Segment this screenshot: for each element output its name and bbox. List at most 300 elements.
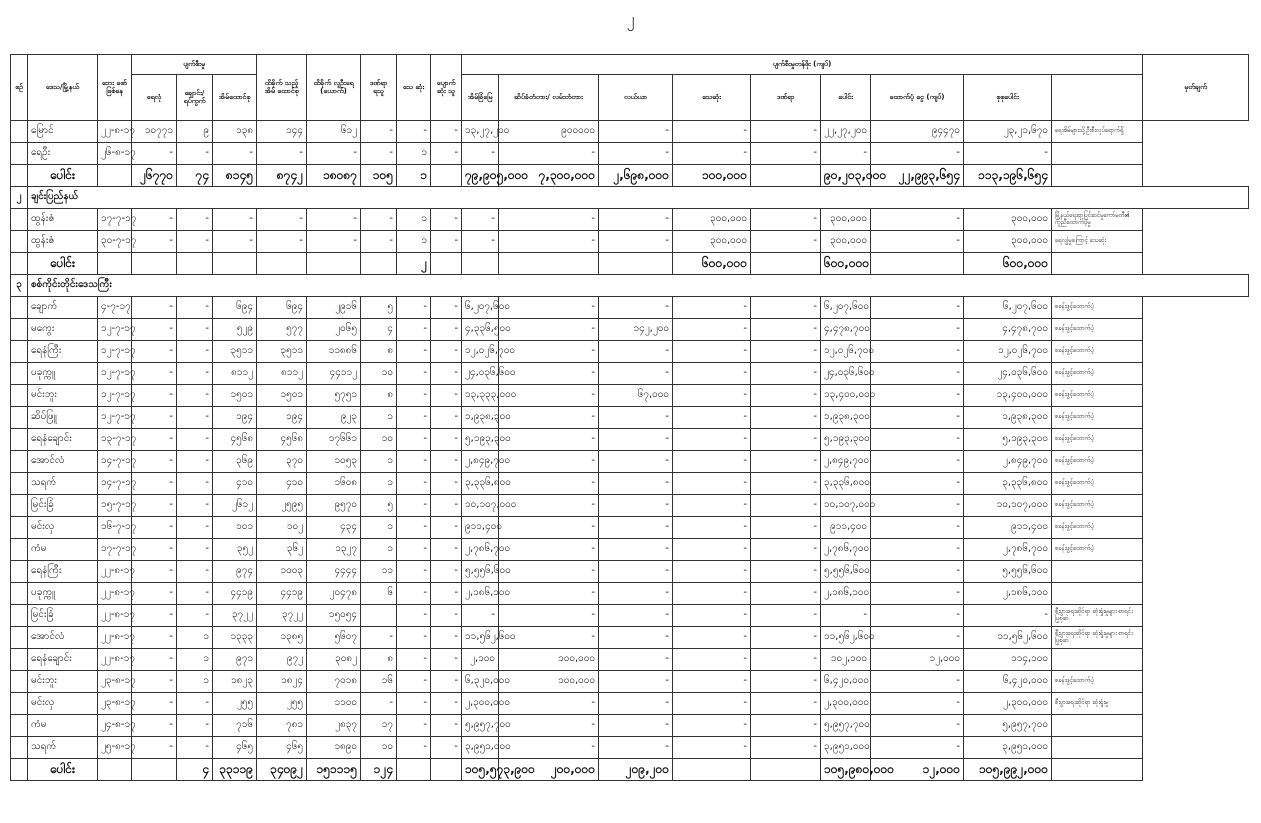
cell-dmg: ၁၀	[361, 737, 397, 759]
cell-date	[98, 253, 132, 275]
cell-dead: -	[397, 539, 431, 561]
cell-ppl: ၁၀၅၃	[307, 451, 361, 473]
cell-dmg: -	[361, 627, 397, 649]
cell-miss: -	[431, 649, 462, 671]
cell-c4: -	[673, 319, 751, 341]
cell-c5: -	[751, 297, 821, 319]
cell-c6: ၅,၉၅၇,၇၀၀	[821, 715, 871, 737]
cell-c3: ၁၄၂,၂၀၀	[599, 319, 673, 341]
cell-c4: -	[673, 539, 751, 561]
cell-rem	[1052, 649, 1143, 671]
table-row	[11, 121, 1249, 143]
cell-dead: -	[397, 363, 431, 385]
cell-c5: -	[751, 649, 821, 671]
cell-c4	[673, 759, 751, 781]
cell-date: ၂၄-၈-၁၇	[98, 715, 132, 737]
cell-ppl: -	[307, 231, 361, 253]
cell-dead: -	[397, 429, 431, 451]
cell-c3: -	[599, 451, 673, 473]
cell-c7: -	[871, 517, 964, 539]
cell-rem: ရေအိမ်များသို့ဦးစီးလုပ်ရောက်ရှိ	[1052, 121, 1143, 143]
cell-c6: ၃,၃၃၆,၈၀၀	[821, 473, 871, 495]
cell-dmg: ၁၆	[361, 671, 397, 693]
table-row	[11, 297, 1249, 319]
cell-c3: -	[599, 737, 673, 759]
cell-rem: ရေလျှံမှုကြောင့် သေဆုံး	[1052, 231, 1143, 253]
cell-c2: -	[499, 143, 599, 165]
table-row	[11, 385, 1249, 407]
cell-c4: -	[673, 583, 751, 605]
cell-miss: -	[431, 341, 462, 363]
cell-c7	[871, 253, 964, 275]
cell-c7: -	[871, 451, 964, 473]
cell-place: ပေါင်း	[28, 759, 98, 781]
cell-c1: ၂,၁၀၀	[462, 649, 499, 671]
cell-c8: ၂,၃၀၀,၀၀၀	[964, 693, 1052, 715]
cell-date: ၁၆-၇-၁၇	[98, 517, 132, 539]
cell-c4: ၃၀၀,၀၀၀	[673, 231, 751, 253]
header-people-affected: ထိခိုက် လူဦးရေ (ယောက်)	[307, 55, 361, 121]
cell-no	[11, 649, 28, 671]
cell-aff: ၄၄၁၉	[257, 583, 307, 605]
cell-a: -	[132, 517, 177, 539]
cell-c1: ၇၉,၉၀၅,၀၀၀	[462, 165, 499, 187]
cell-c2: -	[499, 561, 599, 583]
cell-miss: -	[431, 473, 462, 495]
table-row	[11, 517, 1249, 539]
cell-place: မြင်းခြံ	[28, 605, 98, 627]
cell-miss	[431, 165, 462, 187]
cell-c7: -	[871, 319, 964, 341]
cell-c1: ၁၀,၁၀၇,၀၀၀	[462, 495, 499, 517]
cell-place: အောင်လံ	[28, 627, 98, 649]
cell-hh: ၃၅၁၁	[213, 341, 257, 363]
cell-c6: ၁၀၅,၉၈၀,၀၀၀	[821, 759, 871, 781]
cell-dead: -	[397, 517, 431, 539]
cell-c7: -	[871, 363, 964, 385]
cell-b: ၁	[177, 671, 213, 693]
cell-c8: ၆,၄၂၀,၀၀၀	[964, 671, 1052, 693]
cell-c5: -	[751, 715, 821, 737]
cell-c7: -	[871, 297, 964, 319]
cell-a	[132, 759, 177, 781]
cell-c2: -	[499, 385, 599, 407]
cell-c6: ၄,၄၇၈,၇၀၀	[821, 319, 871, 341]
cell-dmg: ၅	[361, 495, 397, 517]
cell-c6: ၁၃,၄၀၀,၀၀၀	[821, 385, 871, 407]
cell-c5: -	[751, 473, 821, 495]
cell-c2: ၇,၃၀၀,၀၀၀	[499, 165, 599, 187]
cell-c6: ၉၀,၂၀၃,၀၀၀	[821, 165, 871, 187]
cell-aff: ၆၉၄	[257, 297, 307, 319]
cell-c5: -	[751, 539, 821, 561]
section-row	[11, 187, 1249, 209]
table-row	[11, 429, 1249, 451]
cell-c2: -	[499, 451, 599, 473]
cell-dmg: ၁	[361, 407, 397, 429]
cell-ppl: ၂၀၆၅	[307, 319, 361, 341]
cell-dmg: ၁	[361, 473, 397, 495]
cell-place: ထွန်းဇံ	[28, 231, 98, 253]
cell-c5: -	[751, 495, 821, 517]
cell-c7: -	[871, 341, 964, 363]
cell-c5	[751, 165, 821, 187]
cell-place: ရေနံချောင်း	[28, 649, 98, 671]
cell-ppl: ၂၈၃၇	[307, 715, 361, 737]
cell-place: မြောင်	[28, 121, 98, 143]
section-row	[11, 275, 1249, 297]
cell-ppl: -	[307, 209, 361, 231]
cell-c6: ၆၀၀,၀၀၀	[821, 253, 871, 275]
cell-rem: စီးပွားရေးဆိုင်ရာ ဆုံးရှုံးမှု	[1052, 693, 1143, 715]
cell-c4: -	[673, 627, 751, 649]
cell-c4: -	[673, 561, 751, 583]
cell-rem	[1052, 759, 1143, 781]
cell-c4: -	[673, 671, 751, 693]
cell-place: အောင်လံ	[28, 451, 98, 473]
cell-c5: -	[751, 737, 821, 759]
cell-aff: ၅၇၇	[257, 319, 307, 341]
header-cost-7: ထောက်ပံ့ ငွေ (ကျပ်)	[871, 75, 964, 121]
cell-date: ၁၂-၇-၁၇	[98, 363, 132, 385]
cell-no	[11, 121, 28, 143]
cell-c8: ၁,၉၃၈,၃၀၀	[964, 407, 1052, 429]
cell-c1: ၅,၉၅၇,၇၀၀	[462, 715, 499, 737]
table-row	[11, 363, 1249, 385]
table-row	[11, 319, 1249, 341]
cell-no	[11, 165, 28, 187]
cell-date: ၂၃-၈-၁၇	[98, 671, 132, 693]
cell-aff: ၄၆၅	[257, 737, 307, 759]
table-row	[11, 495, 1249, 517]
cell-dmg	[361, 253, 397, 275]
cell-b: ၄	[177, 759, 213, 781]
cell-miss: -	[431, 297, 462, 319]
cell-c8: ၂၄,၀၃၆,၆၀၀	[964, 363, 1052, 385]
cell-no	[11, 583, 28, 605]
cell-c5: -	[751, 693, 821, 715]
cell-c1: ၃,၉၅၁,၀၀၀	[462, 737, 499, 759]
cell-ppl: -	[307, 143, 361, 165]
cell-rem: စခန်းဖွင့်ထောက်ပံ့	[1052, 385, 1143, 407]
header-total-houses: ရေလုံ	[132, 75, 177, 121]
cell-c4: -	[673, 363, 751, 385]
cell-a: -	[132, 209, 177, 231]
cell-ppl: ၉၅၇၀	[307, 495, 361, 517]
cell-c2	[499, 253, 599, 275]
cell-c6: ၃၀၀,၀၀၀	[821, 209, 871, 231]
cell-hh: ၁၅၀၁	[213, 385, 257, 407]
cell-aff: ၃၆၂	[257, 539, 307, 561]
cell-miss: -	[431, 231, 462, 253]
cell-c2: -	[499, 583, 599, 605]
cell-c6: ၁,၉၃၈,၃၀၀	[821, 407, 871, 429]
cell-miss	[431, 759, 462, 781]
cell-c6: ၆,၂၀၇,၆၀၀	[821, 297, 871, 319]
cell-date: ၁၇-၇-၁၇	[98, 539, 132, 561]
cell-no	[11, 605, 28, 627]
cell-c2: -	[499, 495, 599, 517]
cell-c5: -	[751, 341, 821, 363]
page-number: ၂	[626, 9, 635, 28]
cell-c2: -	[499, 429, 599, 451]
cell-dmg: ၁၇	[361, 715, 397, 737]
header-sub-a: ချောင်း/ ရပ်ကွက်	[177, 75, 213, 121]
cell-ppl: ၁၆၀၈	[307, 473, 361, 495]
cell-a: ၁၀၇၇၁	[132, 121, 177, 143]
cell-c1: ၂,၁၈၆,၁၀၀	[462, 583, 499, 605]
cell-c1: ၃,၃၃၆,၈၀၀	[462, 473, 499, 495]
cell-c7: -	[871, 143, 964, 165]
cell-ppl: ၁၅၀၅၄	[307, 605, 361, 627]
cell-c6: ၅,၅၅၆,၆၀၀	[821, 561, 871, 583]
table-row	[11, 605, 1249, 627]
cell-dead: ၂	[397, 253, 431, 275]
cell-no	[11, 209, 28, 231]
cell-b: -	[177, 231, 213, 253]
cell-c7: -	[871, 715, 964, 737]
section-title: စစ်ကိုင်းတိုင်းဒေသကြီး	[28, 275, 1249, 297]
cell-c4: -	[673, 429, 751, 451]
cell-c2: ၂၀၀,၀၀၀	[499, 759, 599, 781]
cell-no	[11, 253, 28, 275]
cell-c8: ၅,၅၅၆,၆၀၀	[964, 561, 1052, 583]
cell-a: -	[132, 407, 177, 429]
cell-a: -	[132, 297, 177, 319]
cell-c5	[751, 759, 821, 781]
cell-date: ၂၂-၈-၁၇	[98, 121, 132, 143]
cell-c7: -	[871, 583, 964, 605]
cell-dead	[397, 759, 431, 781]
cell-c8: ၅,၁၉၃,၃၀၀	[964, 429, 1052, 451]
cell-dmg: ၁	[361, 517, 397, 539]
cell-c5: -	[751, 583, 821, 605]
cell-aff: ၂၅၉၅	[257, 495, 307, 517]
cell-hh: ၈၁၄၅	[213, 165, 257, 187]
header-injured: ဒဏ်ရာ ရသူ	[361, 55, 397, 121]
cell-aff: ၁၈၂၄	[257, 671, 307, 693]
cell-b: -	[177, 583, 213, 605]
cell-ppl: ၁၈၀၈၇	[307, 165, 361, 187]
header-houses-affected: ထိခိုက် သည့် အိမ် ထောင်စု	[257, 55, 307, 121]
cell-dead: -	[397, 693, 431, 715]
section-number: ၂	[11, 187, 28, 209]
cell-c3: -	[599, 297, 673, 319]
cell-no	[11, 671, 28, 693]
cell-b: -	[177, 473, 213, 495]
cell-no	[11, 715, 28, 737]
cell-aff: ၁၀၂	[257, 517, 307, 539]
cell-aff: ၄၁၀	[257, 473, 307, 495]
cell-date: ၂၆-၈-၁၇	[98, 143, 132, 165]
cell-c1: ၅,၁၉၃,၃၀၀	[462, 429, 499, 451]
cell-hh: ၄၆၅	[213, 737, 257, 759]
header-sub-b: အိမ်ထောင်စု	[213, 75, 257, 121]
cell-place: ချောက်	[28, 297, 98, 319]
cell-aff: -	[257, 143, 307, 165]
cell-c8: ၂,၇၈၆,၇၀၀	[964, 539, 1052, 561]
cell-aff: ၄၅၆၈	[257, 429, 307, 451]
table-row	[11, 407, 1249, 429]
cell-ppl: ၂၀၄၇၈	[307, 583, 361, 605]
cell-rem: စခန်းဖွင့်ထောက်ပံ့	[1052, 539, 1143, 561]
cell-c4: -	[673, 715, 751, 737]
cell-miss: -	[431, 605, 462, 627]
cell-b: -	[177, 715, 213, 737]
cell-c1: ၉၁၁,၄၀၀	[462, 517, 499, 539]
header-dead: သေ ဆုံး	[397, 55, 431, 121]
cell-dmg: -	[361, 209, 397, 231]
table-row	[11, 737, 1249, 759]
cell-c7: ၉၄၄၇၀	[871, 121, 964, 143]
cell-dead: -	[397, 671, 431, 693]
cell-c8: ၉၁၁,၄၀၀	[964, 517, 1052, 539]
cell-dmg: ၁၀၅	[361, 165, 397, 187]
cell-c8: ၁၀,၁၀၇,၀၀၀	[964, 495, 1052, 517]
cell-aff: ၁၃၈၅	[257, 627, 307, 649]
cell-c1: -	[462, 605, 499, 627]
section-number: ၃	[11, 275, 28, 297]
cell-rem: စခန်းဖွင့်ထောက်ပံ့	[1052, 473, 1143, 495]
cell-dead: -	[397, 583, 431, 605]
cell-ppl: ၉၂၃	[307, 407, 361, 429]
cell-miss: -	[431, 429, 462, 451]
cell-c8: ၁၁၄,၁၀၀	[964, 649, 1052, 671]
cell-date: ၁၂-၇-၁၇	[98, 407, 132, 429]
cell-c3: ၂,၆၉၈,၀၀၀	[599, 165, 673, 187]
cell-c8: ၆၀၀,၀၀၀	[964, 253, 1052, 275]
cell-miss: -	[431, 539, 462, 561]
cell-c4: ၆၀၀,၀၀၀	[673, 253, 751, 275]
cell-ppl: ၄၃၄	[307, 517, 361, 539]
cell-a: -	[132, 693, 177, 715]
cell-c5: -	[751, 363, 821, 385]
table-row	[11, 341, 1249, 363]
cell-c2: -	[499, 209, 599, 231]
cell-ppl: ၁၃၂၇	[307, 539, 361, 561]
cell-c1: ၄,၃၃၆,၅၀၀	[462, 319, 499, 341]
cell-rem: စခန်းဖွင့်ထောက်ပံ့	[1052, 517, 1143, 539]
cell-place: မကွေး	[28, 319, 98, 341]
cell-aff: -	[257, 209, 307, 231]
cell-dmg: ၆	[361, 583, 397, 605]
cell-date: ၂၃-၈-၁၇	[98, 693, 132, 715]
cell-a: -	[132, 451, 177, 473]
cell-c4: ၃၀၀,၀၀၀	[673, 209, 751, 231]
cell-c3: -	[599, 429, 673, 451]
cell-date: ၁၇-၇-၁၇	[98, 209, 132, 231]
cell-no	[11, 341, 28, 363]
cell-ppl: ၄၄၁၁၂	[307, 363, 361, 385]
cell-b: -	[177, 495, 213, 517]
cell-c1: ၁၁,၅၆၂,၆၀၀	[462, 627, 499, 649]
cell-a: -	[132, 143, 177, 165]
total-row	[11, 759, 1249, 781]
cell-c1: -	[462, 209, 499, 231]
cell-aff: ၁၅၀၁	[257, 385, 307, 407]
cell-aff: ၁၀၀၃	[257, 561, 307, 583]
cell-c3: -	[599, 693, 673, 715]
cell-no	[11, 363, 28, 385]
cell-no	[11, 517, 28, 539]
cell-miss: -	[431, 561, 462, 583]
cell-date: ၂၂-၈-၁၇	[98, 649, 132, 671]
cell-date: ၁၂-၇-၁၇	[98, 341, 132, 363]
cell-date: ၄-၇-၁၇	[98, 297, 132, 319]
cell-miss: -	[431, 495, 462, 517]
cell-c5: -	[751, 209, 821, 231]
cell-c6: -	[821, 605, 871, 627]
cell-c1: ၅,၅၅၆,၆၀၀	[462, 561, 499, 583]
cell-a: -	[132, 583, 177, 605]
cell-hh	[213, 253, 257, 275]
cell-hh: ၅၂၉	[213, 319, 257, 341]
cell-no	[11, 539, 28, 561]
cell-place: ကံမ	[28, 715, 98, 737]
cell-c1: ၁၃,၂၇,၂၀၀	[462, 121, 499, 143]
cell-c5: -	[751, 231, 821, 253]
cell-hh: ၁၃၃၃	[213, 627, 257, 649]
cell-hh: ၁၃၈	[213, 121, 257, 143]
cell-ppl	[307, 253, 361, 275]
cell-c8: ၃၀၀,၀၀၀	[964, 231, 1052, 253]
cell-c5: -	[751, 407, 821, 429]
cell-ppl: ၅၇၅၁	[307, 385, 361, 407]
cell-date: ၁၂-၇-၁၇	[98, 319, 132, 341]
cell-c3: -	[599, 539, 673, 561]
header-missing: ပျောက် ဆုံး သူ	[431, 55, 462, 121]
cell-dead: -	[397, 627, 431, 649]
cell-a: -	[132, 715, 177, 737]
cell-dead: ၁	[397, 143, 431, 165]
cell-rem	[1052, 143, 1143, 165]
cell-c3	[599, 253, 673, 275]
cell-c6: ၁၀၂,၁၀၀	[821, 649, 871, 671]
header-cost-5: ဒဏ်ရာ	[751, 75, 821, 121]
cell-no	[11, 473, 28, 495]
cell-c4: -	[673, 517, 751, 539]
cell-c3: -	[599, 121, 673, 143]
cell-c2: ၉၀၀၀၀၀	[499, 121, 599, 143]
table-row	[11, 143, 1249, 165]
cell-dmg: -	[361, 693, 397, 715]
cell-place: ပခုက္ကူ	[28, 363, 98, 385]
cell-aff: ၇၈၁	[257, 715, 307, 737]
cell-c4: -	[673, 341, 751, 363]
cell-c2: -	[499, 693, 599, 715]
section-title: ချင်းပြည်နယ်	[28, 187, 1249, 209]
cell-ppl: ၃၀၈၂	[307, 649, 361, 671]
header-group-damaged: ပျက်စီးမှု	[132, 55, 257, 75]
cell-a: -	[132, 671, 177, 693]
table-row	[11, 473, 1249, 495]
cell-dead: -	[397, 715, 431, 737]
total-row	[11, 253, 1249, 275]
cell-c6: ၂,၁၈၆,၁၀၀	[821, 583, 871, 605]
table-row	[11, 539, 1249, 561]
header-place: ဒေသ/မြို့နယ်	[28, 55, 98, 121]
cell-c6: ၂,၇၈၆,၇၀၀	[821, 539, 871, 561]
cell-c6: ၃၀၀,၀၀၀	[821, 231, 871, 253]
cell-c3: -	[599, 143, 673, 165]
cell-rem: စခန်းဖွင့်ထောက်ပံ့	[1052, 407, 1143, 429]
cell-place: မင်းဘူး	[28, 385, 98, 407]
cell-c7: -	[871, 407, 964, 429]
cell-c2: -	[499, 341, 599, 363]
cell-place: မင်းလှ	[28, 693, 98, 715]
cell-c7: -	[871, 209, 964, 231]
cell-dead: -	[397, 605, 431, 627]
